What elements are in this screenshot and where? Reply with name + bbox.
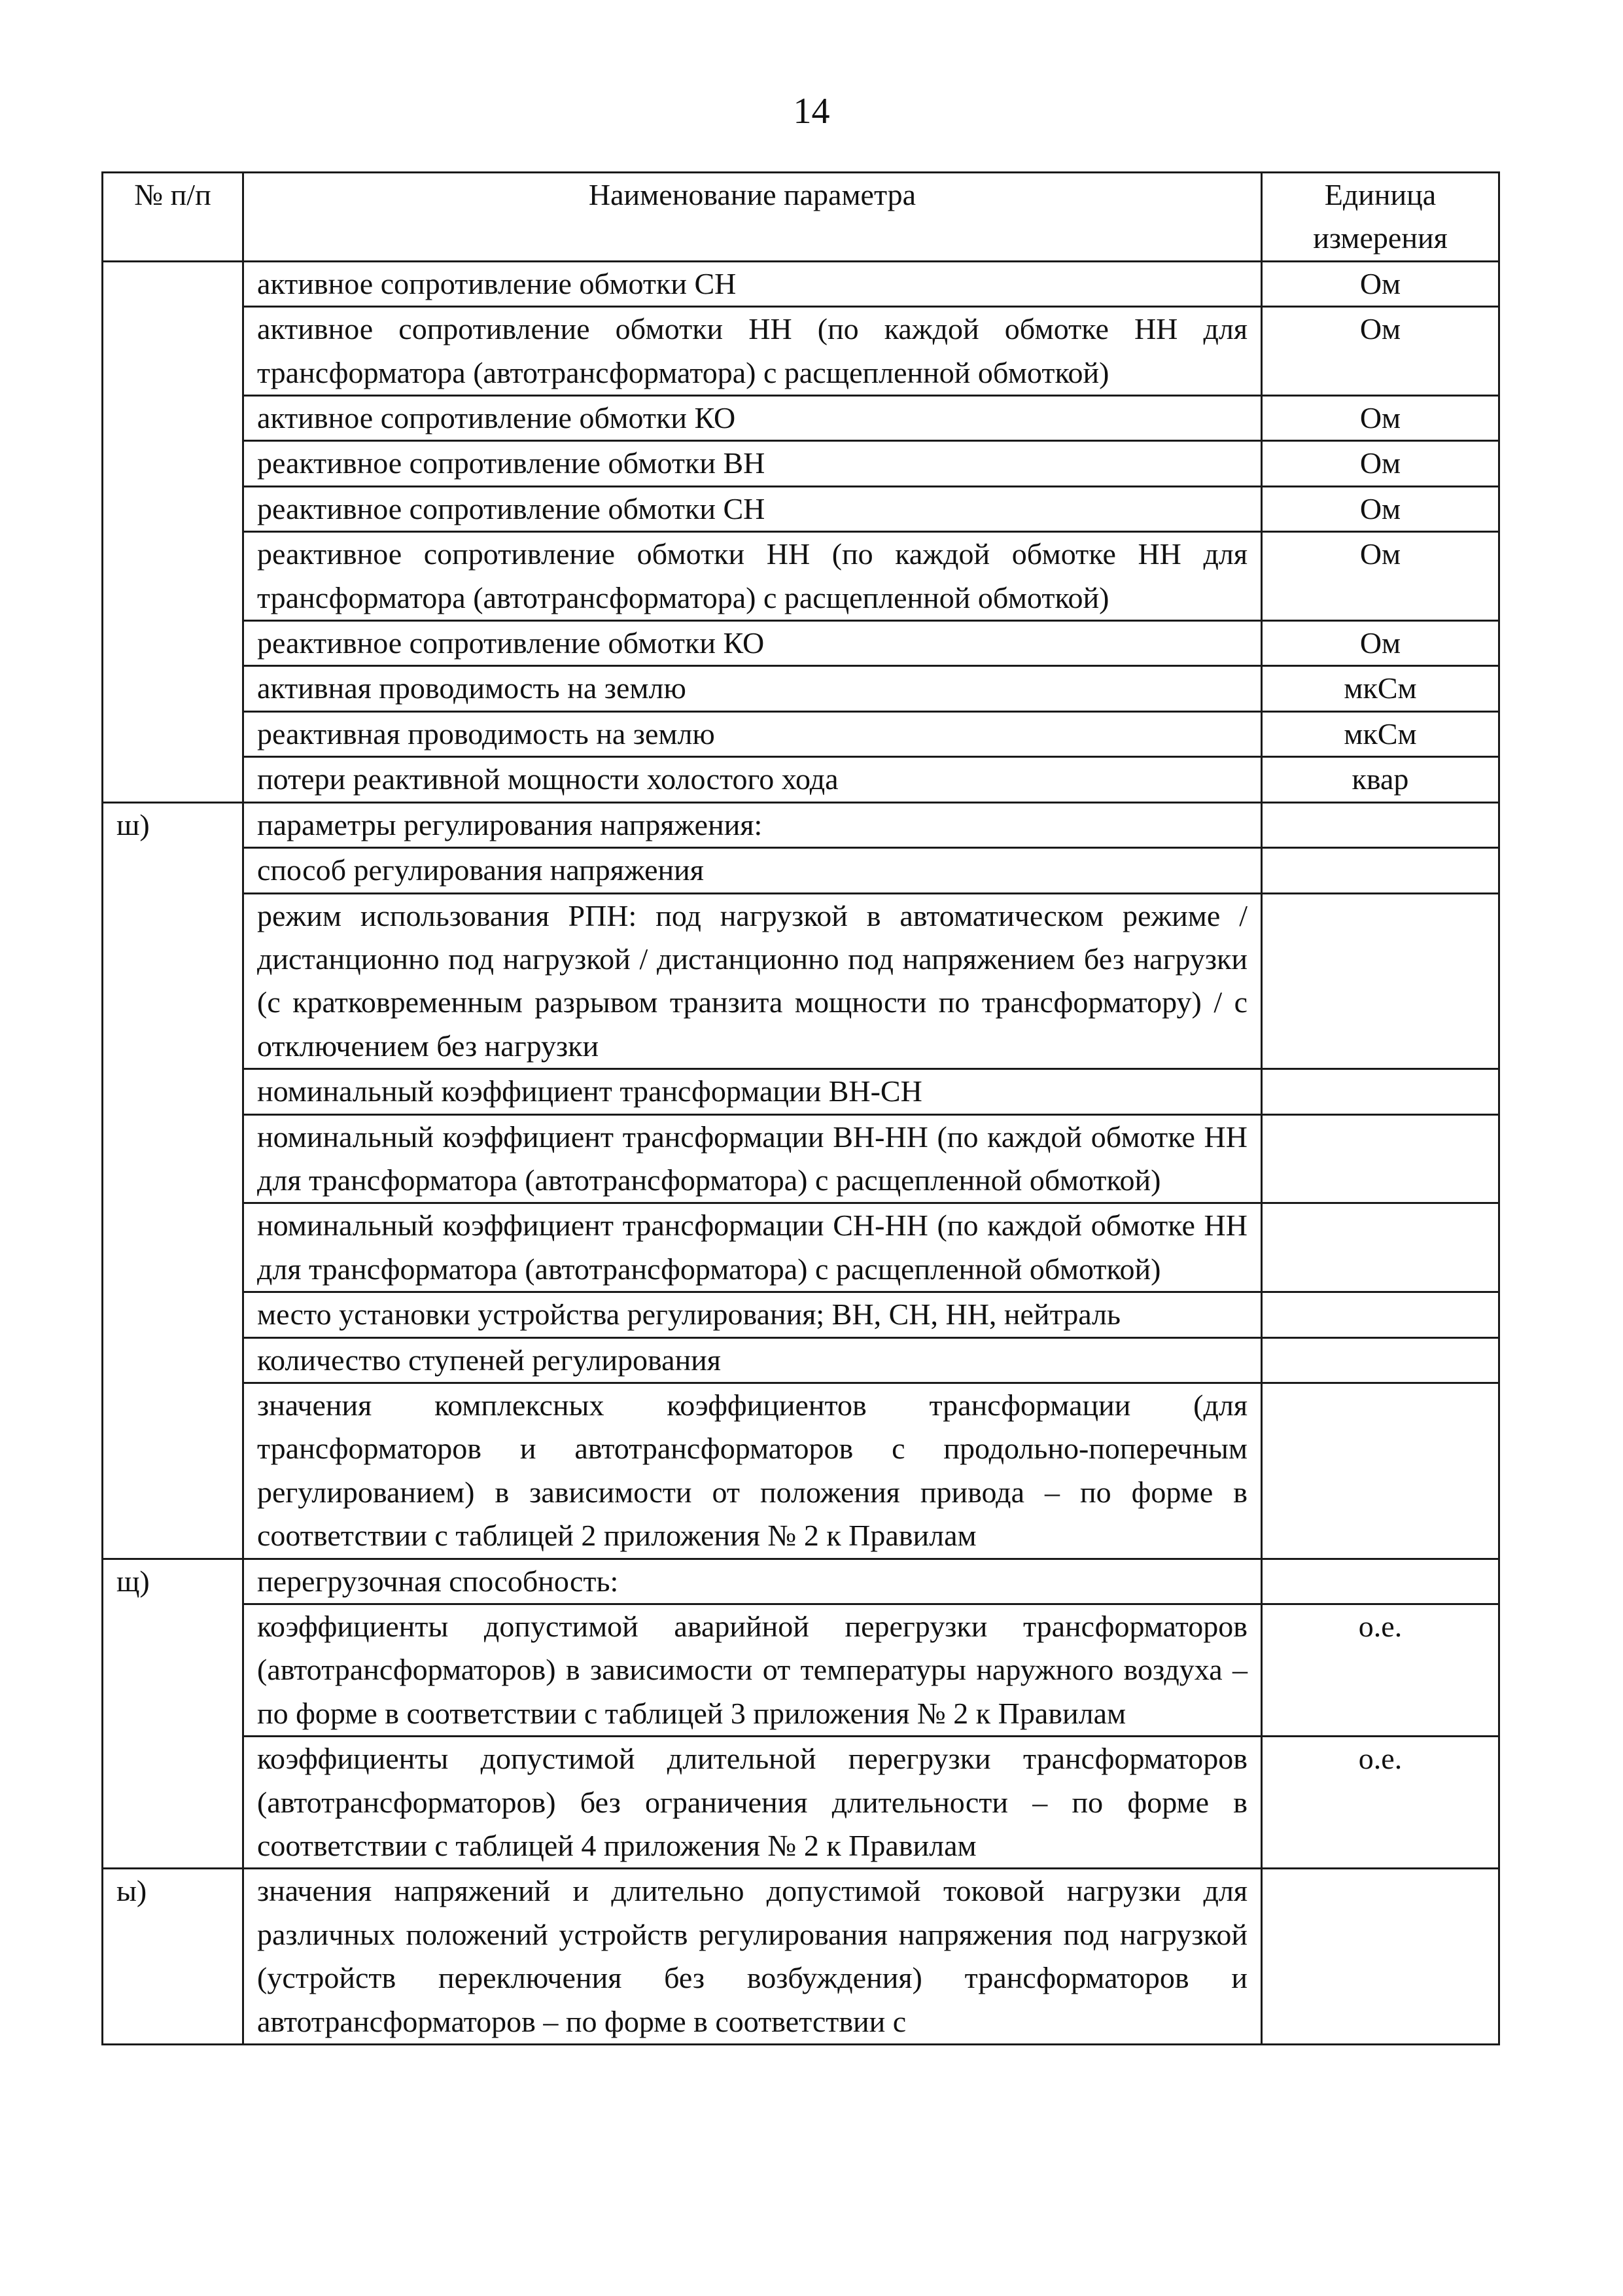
table-row: [103, 1604, 1499, 1737]
unit-of-measure: [1262, 893, 1499, 1069]
table-row: [103, 486, 1499, 531]
parameter-name: перегрузочная способность:: [243, 1559, 1262, 1604]
item-number: ы): [103, 1869, 243, 2045]
table-row: [103, 1292, 1499, 1337]
table-row: [103, 532, 1499, 621]
item-number: [103, 261, 243, 802]
parameter-name: количество ступеней регулирования: [243, 1337, 1262, 1383]
unit-of-measure: Ом: [1262, 441, 1499, 486]
unit-of-measure: [1262, 1383, 1499, 1559]
parameter-name: способ регулирования напряжения: [243, 848, 1262, 893]
table-row: [103, 757, 1499, 802]
unit-of-measure: [1262, 1114, 1499, 1203]
table-row: [103, 893, 1499, 1069]
unit-of-measure: [1262, 802, 1499, 847]
table-row: [103, 1203, 1499, 1292]
table-row: [103, 1383, 1499, 1559]
parameter-name: реактивное сопротивление обмотки КО: [243, 621, 1262, 666]
unit-of-measure: [1262, 1559, 1499, 1604]
unit-of-measure: [1262, 1337, 1499, 1383]
parameter-name: активное сопротивление обмотки НН (по каждой обмотке НН для трансформатора (автотрансформатора) с расщепленной обмоткой): [243, 307, 1262, 396]
unit-of-measure: мкСм: [1262, 666, 1499, 711]
unit-of-measure: [1262, 1069, 1499, 1114]
unit-of-measure: [1262, 1203, 1499, 1292]
parameter-name: коэффициенты допустимой аварийной перегрузки трансформаторов (автотрансформаторов) в зависимости от температуры наружного воздуха – по форме в соответствии с таблицей 3 приложения № 2 к Правилам: [243, 1604, 1262, 1737]
parameter-name: реактивная проводимость на землю: [243, 711, 1262, 756]
page-number: 14: [793, 91, 830, 132]
table-row: [103, 1114, 1499, 1203]
unit-of-measure: о.е.: [1262, 1604, 1499, 1737]
table-row: [103, 1737, 1499, 1869]
parameters-table: [101, 171, 1500, 2045]
table-row: [103, 396, 1499, 441]
item-number: ш): [103, 802, 243, 1559]
parameter-name: реактивное сопротивление обмотки ВН: [243, 441, 1262, 486]
table-row: [103, 1069, 1499, 1114]
unit-of-measure: Ом: [1262, 532, 1499, 621]
unit-of-measure: [1262, 1869, 1499, 2045]
parameter-name: номинальный коэффициент трансформации СН-НН (по каждой обмотке НН для трансформатора (автотрансформатора) с расщепленной обмоткой): [243, 1203, 1262, 1292]
table-row: [103, 261, 1499, 306]
table-row: [103, 1869, 1499, 2045]
unit-of-measure: квар: [1262, 757, 1499, 802]
unit-of-measure: Ом: [1262, 261, 1499, 306]
parameter-name: активное сопротивление обмотки СН: [243, 261, 1262, 306]
table-row: [103, 1559, 1499, 1604]
table-row: [103, 666, 1499, 711]
unit-of-measure: о.е.: [1262, 1737, 1499, 1869]
table-row: [103, 848, 1499, 893]
table-row: [103, 307, 1499, 396]
parameter-name: реактивное сопротивление обмотки СН: [243, 486, 1262, 531]
table-row: [103, 711, 1499, 756]
parameter-name: коэффициенты допустимой длительной перегрузки трансформаторов (автотрансформаторов) без ограничения длительности – по форме в соответствии с таблицей 4 приложения № 2 к Правилам: [243, 1737, 1262, 1869]
parameter-name: номинальный коэффициент трансформации ВН-НН (по каждой обмотке НН для трансформатора (автотрансформатора) с расщепленной обмоткой): [243, 1114, 1262, 1203]
unit-of-measure: [1262, 848, 1499, 893]
unit-of-measure: [1262, 1292, 1499, 1337]
table-row: [103, 1337, 1499, 1383]
table-body: [103, 261, 1499, 2044]
header-number: № п/п: [103, 173, 243, 262]
unit-of-measure: мкСм: [1262, 711, 1499, 756]
parameter-name: номинальный коэффициент трансформации ВН-СН: [243, 1069, 1262, 1114]
table-row: [103, 621, 1499, 666]
unit-of-measure: Ом: [1262, 307, 1499, 396]
unit-of-measure: Ом: [1262, 621, 1499, 666]
parameter-name: значения комплексных коэффициентов трансформации (для трансформаторов и автотрансформаторов с продольно-поперечным регулированием) в зависимости от положения привода – по форме в соответствии с таблицей 2 приложения № 2 к Правилам: [243, 1383, 1262, 1559]
parameter-name: параметры регулирования напряжения:: [243, 802, 1262, 847]
parameter-name: активная проводимость на землю: [243, 666, 1262, 711]
header-unit: Единица измерения: [1262, 173, 1499, 262]
table-row: [103, 802, 1499, 847]
parameter-name: место установки устройства регулирования; ВН, СН, НН, нейтраль: [243, 1292, 1262, 1337]
item-number: щ): [103, 1559, 243, 1869]
table-row: [103, 441, 1499, 486]
parameter-name: значения напряжений и длительно допустимой токовой нагрузки для различных положений устройств регулирования напряжения под нагрузкой (устройств переключения без возбуждения) трансформаторов и автотрансформаторов – по форме в соответствии с: [243, 1869, 1262, 2045]
unit-of-measure: Ом: [1262, 396, 1499, 441]
unit-of-measure: Ом: [1262, 486, 1499, 531]
parameter-name: реактивное сопротивление обмотки НН (по каждой обмотке НН для трансформатора (автотрансформатора) с расщепленной обмоткой): [243, 532, 1262, 621]
table-header-row: [103, 173, 1499, 262]
parameter-name: потери реактивной мощности холостого хода: [243, 757, 1262, 802]
parameter-name: активное сопротивление обмотки КО: [243, 396, 1262, 441]
header-parameter-name: Наименование параметра: [243, 173, 1262, 262]
parameter-name: режим использования РПН: под нагрузкой в автоматическом режиме / дистанционно под нагрузкой / дистанционно под напряжением без нагрузки (с кратковременным разрывом транзита мощности по трансформатору) / с отключением без нагрузки: [243, 893, 1262, 1069]
